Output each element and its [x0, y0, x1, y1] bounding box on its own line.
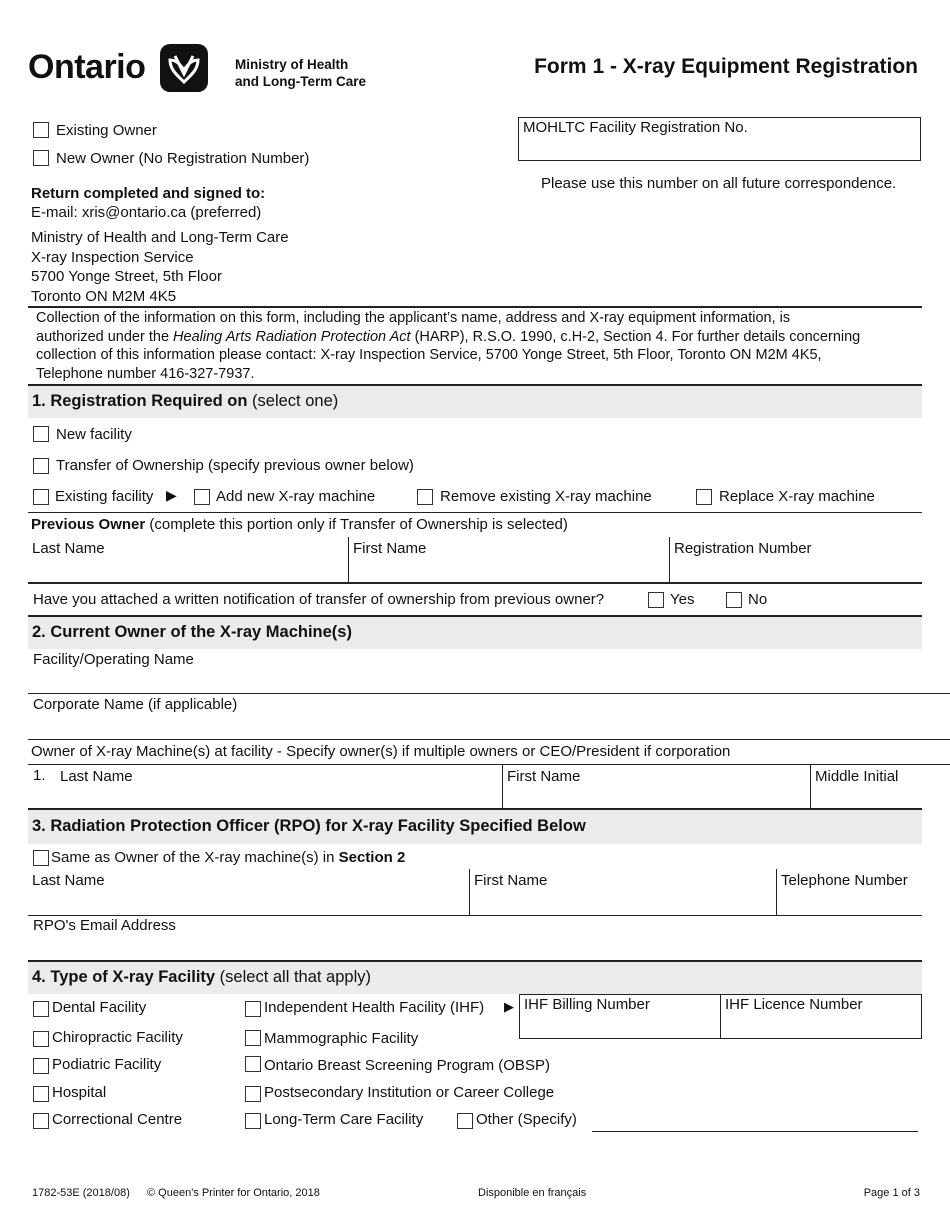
address-line: 5700 Yonge Street, 5th Floor	[31, 268, 222, 285]
hospital-checkbox[interactable]	[33, 1086, 49, 1102]
hospital-label: Hospital	[52, 1084, 107, 1101]
french-availability: Disponible en français	[478, 1187, 587, 1199]
prev-last-name-field[interactable]	[28, 537, 348, 582]
rpo-last-name-label: Last Name	[32, 872, 105, 889]
divider	[28, 739, 950, 740]
section-1-header	[28, 386, 922, 418]
previous-owner-heading	[31, 516, 568, 533]
dental-facility-checkbox[interactable]	[33, 1001, 49, 1017]
previous-owner-bold: Previous Owner	[31, 516, 146, 533]
notice-line: collection of this information please contact: X-ray Inspection Service, 5700 Yonge Street, 5th Floor, Toronto ON M2M 4K5,	[36, 347, 822, 363]
ministry-name	[235, 56, 366, 90]
return-email: E-mail: xris@ontario.ca (preferred)	[31, 204, 262, 221]
other-specify-field[interactable]	[592, 1131, 918, 1132]
postsecondary-checkbox[interactable]	[245, 1086, 261, 1102]
new-facility-label: New facility	[56, 426, 132, 443]
copyright: © Queen's Printer for Ontario, 2018	[147, 1187, 320, 1199]
no-checkbox[interactable]	[726, 592, 742, 608]
return-address	[31, 228, 289, 306]
transfer-ownership-checkbox[interactable]	[33, 458, 49, 474]
form-code: 1782-53E (2018/08)	[32, 1187, 130, 1199]
facility-name-label: Facility/Operating Name	[33, 651, 194, 668]
section-1-title-bold: 1. Registration Required on	[32, 392, 248, 410]
transfer-notification-question: Have you attached a written notification of transfer of ownership from previous owner?	[33, 591, 605, 608]
chiropractic-facility-label: Chiropractic Facility	[52, 1029, 183, 1046]
facility-registration-note: Please use this number on all future correspondence.	[541, 175, 897, 192]
add-machine-checkbox[interactable]	[194, 489, 210, 505]
dental-facility-label: Dental Facility	[52, 999, 147, 1016]
section-3-title: 3. Radiation Protection Officer (RPO) for X-ray Facility Specified Below	[32, 817, 586, 835]
same-as-owner-label	[51, 849, 405, 866]
trillium-logo-icon	[160, 44, 208, 92]
arrow-right-icon: ▶	[504, 999, 514, 1014]
add-machine-label: Add new X-ray machine	[216, 488, 376, 505]
ihf-checkbox[interactable]	[245, 1001, 261, 1017]
other-checkbox[interactable]	[457, 1113, 473, 1129]
rpo-telephone-field[interactable]	[777, 869, 922, 915]
section-1-title	[32, 392, 338, 411]
ministry-line-2: and Long-Term Care	[235, 74, 367, 89]
postsecondary-label: Postsecondary Institution or Career College	[264, 1084, 555, 1101]
form-title: Form 1 - X-ray Equipment Registration	[534, 55, 918, 78]
owner-middle-initial-label: Middle Initial	[815, 768, 899, 785]
prev-first-name-field[interactable]	[349, 537, 669, 582]
owner-first-name-field[interactable]	[503, 765, 810, 808]
page-number: Page 1 of 3	[863, 1187, 920, 1199]
obsp-label: Ontario Breast Screening Program (OBSP)	[264, 1057, 550, 1074]
section-2-header	[28, 617, 922, 649]
notice-text: (HARP), R.S.O. 1990, c.H-2, Section 4. For further details concerning	[410, 328, 861, 345]
corporate-name-label: Corporate Name (if applicable)	[33, 696, 238, 713]
owner-middle-initial-field[interactable]	[811, 765, 923, 808]
existing-owner-checkbox[interactable]	[33, 122, 49, 138]
owner-last-name-label: Last Name	[60, 768, 133, 785]
same-as-owner-checkbox[interactable]	[33, 850, 49, 866]
mammographic-facility-label: Mammographic Facility	[264, 1030, 419, 1047]
long-term-care-checkbox[interactable]	[245, 1113, 261, 1129]
mammographic-facility-checkbox[interactable]	[245, 1030, 261, 1046]
section-4-title	[32, 968, 371, 987]
facility-registration-field[interactable]	[518, 117, 921, 161]
correctional-centre-label: Correctional Centre	[52, 1111, 183, 1128]
obsp-checkbox[interactable]	[245, 1056, 261, 1072]
act-name: Healing Arts Radiation Protection Act	[173, 328, 411, 345]
new-facility-checkbox[interactable]	[33, 426, 49, 442]
chiropractic-facility-checkbox[interactable]	[33, 1031, 49, 1047]
long-term-care-label: Long-Term Care Facility	[264, 1111, 424, 1128]
owner-row-number: 1.	[33, 767, 46, 784]
owner-first-name-label: First Name	[507, 768, 581, 785]
section-2-title: 2. Current Owner of the X-ray Machine(s)	[32, 623, 352, 641]
ministry-line-1: Ministry of Health	[235, 57, 349, 72]
ihf-numbers-box	[519, 994, 922, 1039]
section-4-subtitle: (select all that apply)	[215, 968, 371, 986]
section-2-reference: Section 2	[338, 849, 406, 866]
return-heading: Return completed and signed to:	[31, 185, 266, 202]
new-owner-checkbox[interactable]	[33, 150, 49, 166]
rpo-last-name-field[interactable]	[28, 869, 469, 915]
address-line: Ministry of Health and Long-Term Care	[31, 229, 289, 246]
podiatric-facility-label: Podiatric Facility	[52, 1056, 162, 1073]
remove-machine-label: Remove existing X-ray machine	[440, 488, 652, 505]
existing-facility-checkbox[interactable]	[33, 489, 49, 505]
divider	[28, 306, 922, 308]
corporate-name-field[interactable]	[28, 694, 922, 739]
rpo-email-field[interactable]	[28, 916, 922, 960]
rpo-first-name-field[interactable]	[470, 869, 776, 915]
rpo-first-name-label: First Name	[474, 872, 548, 889]
notice-text: authorized under the	[36, 328, 174, 345]
address-line: Toronto ON M2M 4K5	[31, 287, 177, 305]
podiatric-facility-checkbox[interactable]	[33, 1058, 49, 1074]
facility-registration-label: MOHLTC Facility Registration No.	[523, 119, 748, 136]
section-3-header	[28, 810, 922, 844]
divider	[28, 582, 922, 584]
no-label: No	[748, 591, 768, 608]
rpo-email-label: RPO's Email Address	[33, 917, 176, 934]
existing-owner-label: Existing Owner	[56, 122, 157, 139]
divider	[28, 512, 922, 513]
notice-line	[36, 328, 860, 347]
ihf-licence-field[interactable]	[721, 995, 921, 1038]
new-owner-label: New Owner (No Registration Number)	[56, 150, 310, 167]
yes-label: Yes	[670, 591, 695, 608]
owner-note: Owner of X-ray Machine(s) at facility - Specify owner(s) if multiple owners or CEO/President if corporation	[31, 743, 731, 760]
arrow-right-icon: ▶	[166, 487, 177, 503]
ihf-billing-field[interactable]	[520, 995, 720, 1038]
notice-line: Telephone number 416-327-7937.	[36, 365, 255, 382]
prev-first-name-label: First Name	[353, 540, 427, 557]
ihf-licence-label: IHF Licence Number	[725, 996, 863, 1013]
replace-machine-label: Replace X-ray machine	[719, 488, 875, 505]
yes-checkbox[interactable]	[648, 592, 664, 608]
transfer-ownership-label: Transfer of Ownership (specify previous owner below)	[56, 457, 414, 474]
replace-machine-checkbox[interactable]	[696, 489, 712, 505]
notice-line: Collection of the information on this form, including the applicant’s name, address and X-ray equipment information, is	[36, 310, 791, 326]
ihf-billing-label: IHF Billing Number	[524, 996, 650, 1013]
facility-name-field[interactable]	[28, 649, 922, 693]
collection-notice	[36, 309, 860, 383]
section-1-subtitle: (select one)	[247, 392, 339, 410]
address-line: X-ray Inspection Service	[31, 248, 194, 266]
prev-last-name-label: Last Name	[32, 540, 105, 557]
previous-owner-note: (complete this portion only if Transfer of Ownership is selected)	[145, 516, 568, 533]
existing-facility-label: Existing facility	[55, 488, 154, 505]
other-label: Other (Specify)	[476, 1111, 577, 1128]
same-as-owner-text: Same as Owner of the X-ray machine(s) in	[51, 849, 339, 866]
section-4-header	[28, 962, 922, 994]
prev-reg-number-field[interactable]	[670, 537, 922, 582]
ontario-wordmark: Ontario	[28, 48, 146, 86]
owner-last-name-field[interactable]	[56, 765, 502, 808]
prev-reg-number-label: Registration Number	[674, 540, 812, 557]
ihf-label: Independent Health Facility (IHF)	[264, 999, 485, 1016]
section-4-title-bold: 4. Type of X-ray Facility	[32, 968, 216, 986]
correctional-centre-checkbox[interactable]	[33, 1113, 49, 1129]
rpo-telephone-label: Telephone Number	[781, 872, 908, 889]
remove-machine-checkbox[interactable]	[417, 489, 433, 505]
